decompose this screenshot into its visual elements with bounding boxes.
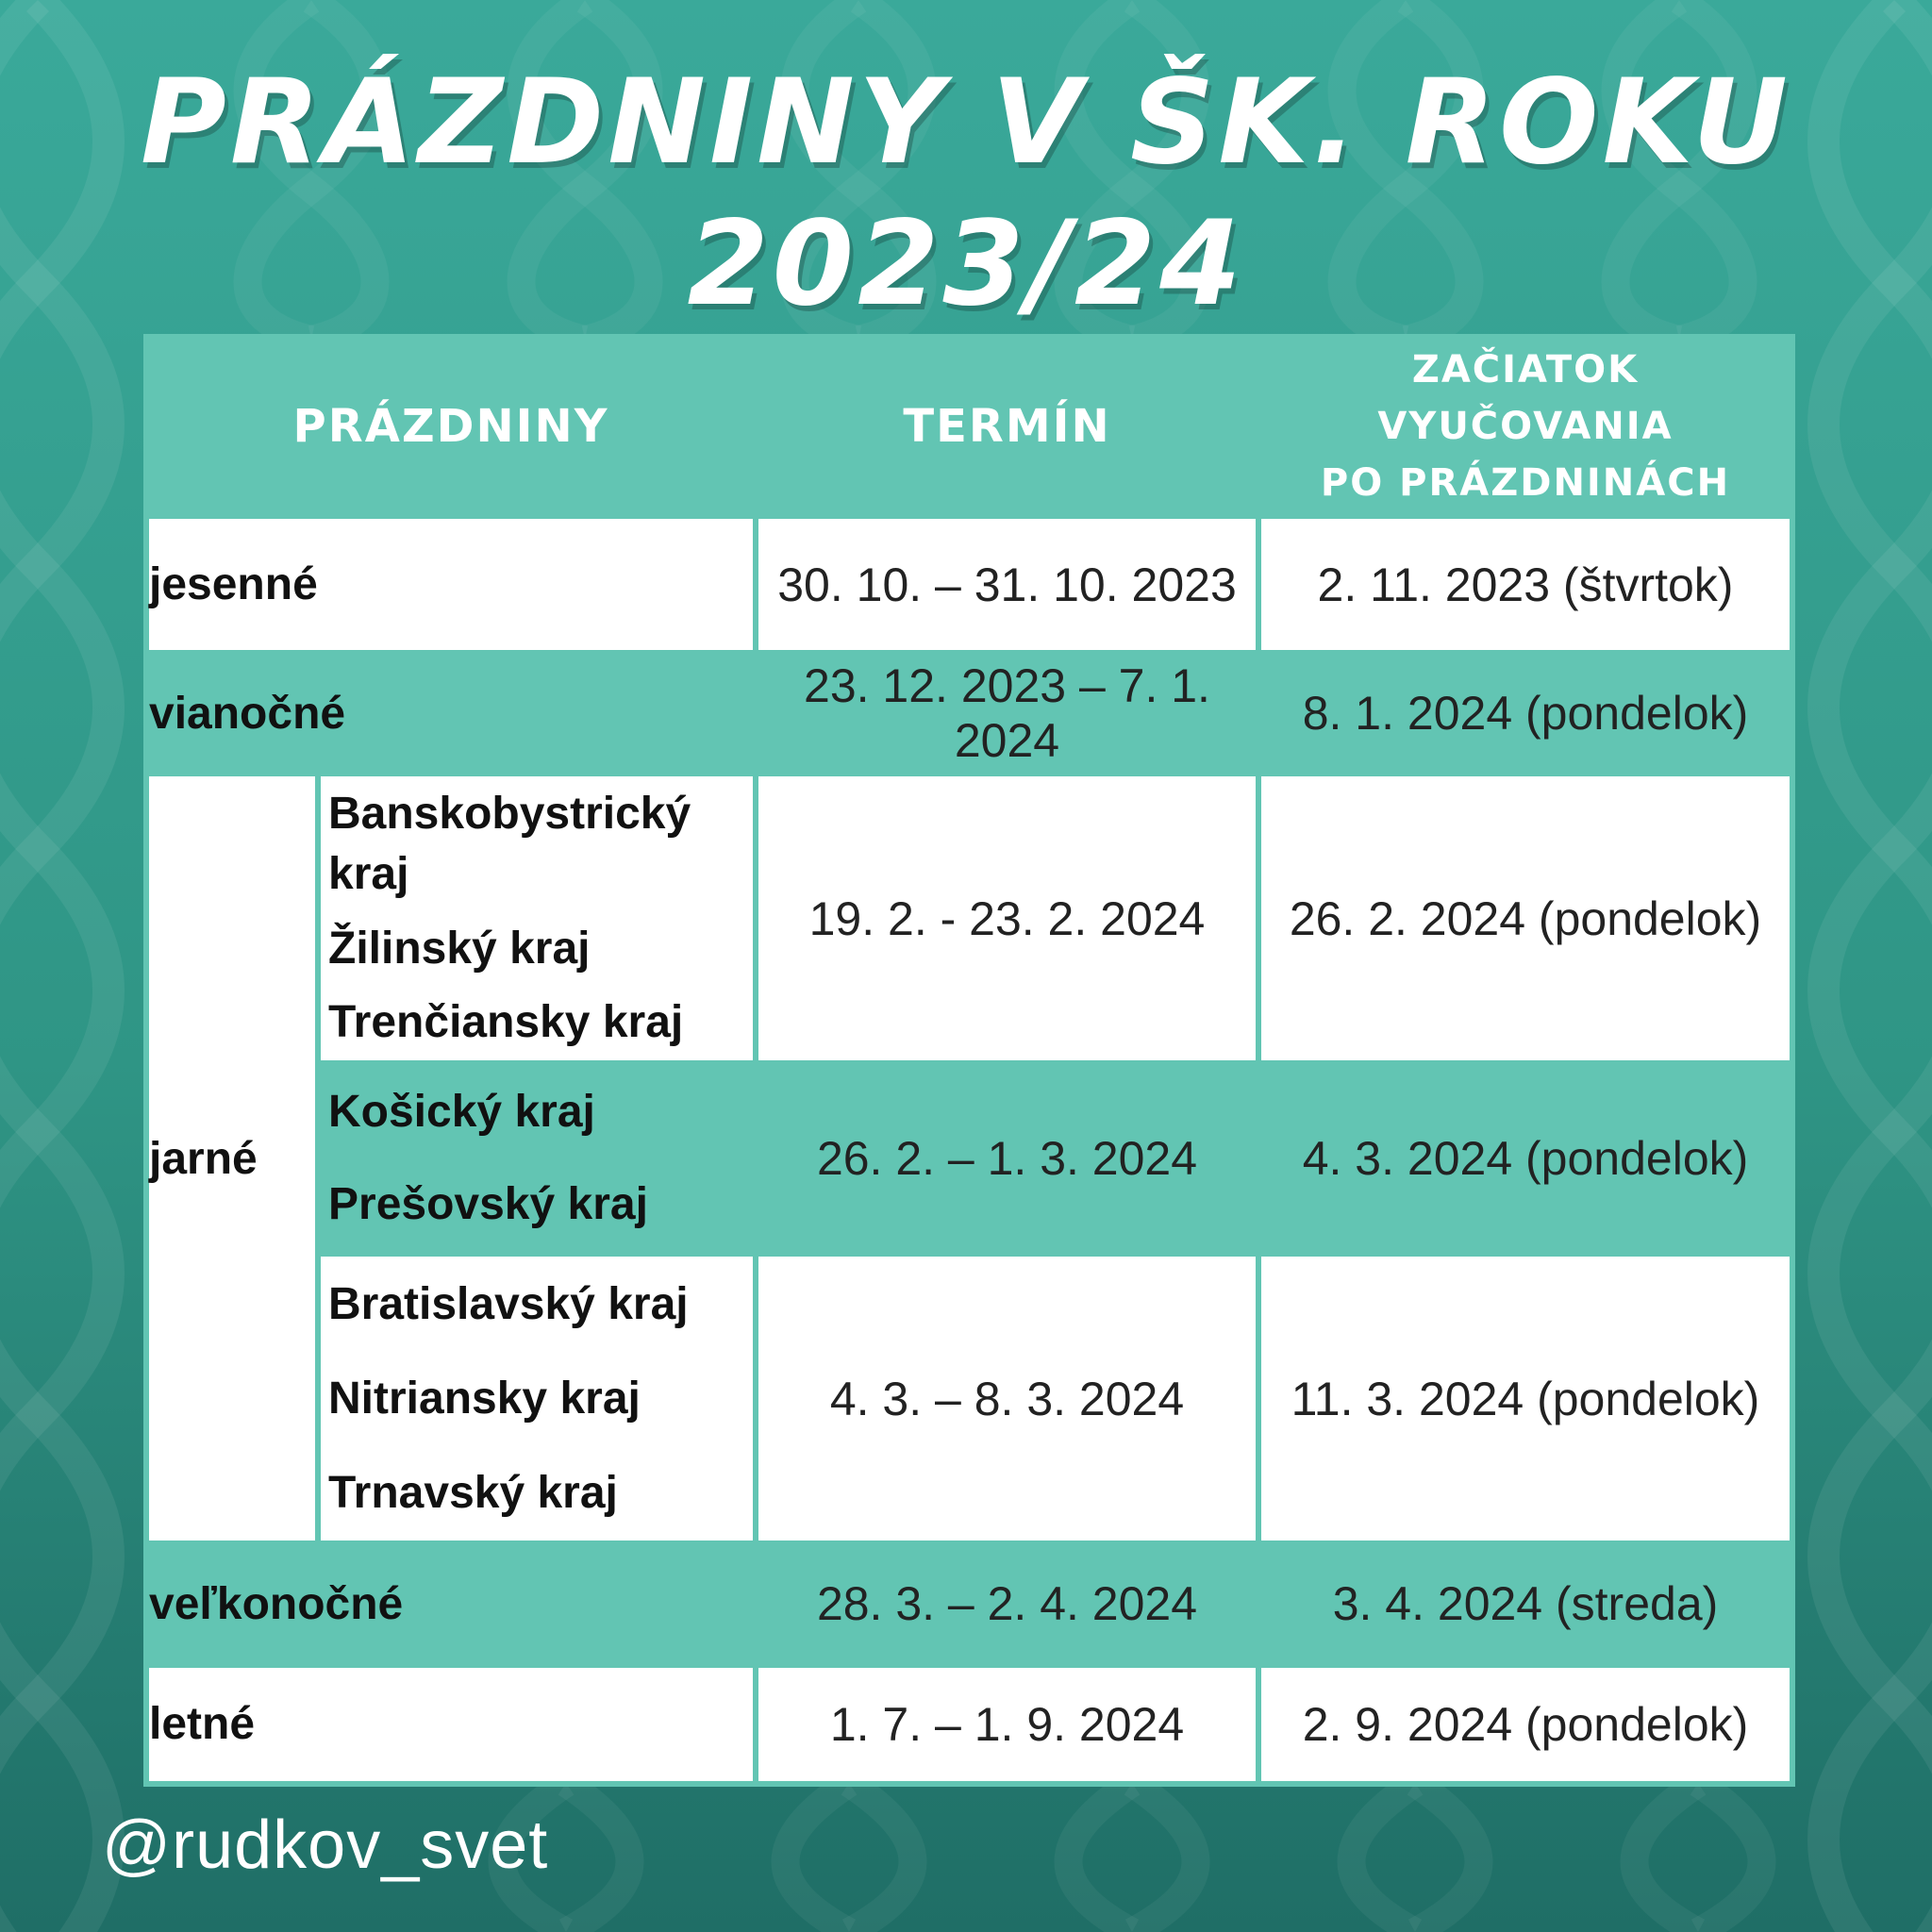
region-label: Trnavský kraj — [328, 1468, 618, 1519]
region-label: Košický kraj — [328, 1087, 595, 1138]
region-label: Trenčiansky kraj — [328, 997, 684, 1048]
table-row-summer — [149, 1668, 1790, 1781]
row-term: 28. 3. – 2. 4. 2024 — [758, 1546, 1256, 1661]
header-start-line-1: ZAČIATOK — [1411, 348, 1640, 392]
region-label: Banskobystrický kraj — [328, 788, 691, 899]
holiday-schedule-table — [143, 334, 1795, 1787]
region-label: Prešovský kraj — [328, 1179, 648, 1230]
table-row-christmas — [149, 656, 1790, 771]
table-row-spring-group-1 — [149, 776, 1790, 1060]
row-term: 26. 2. – 1. 3. 2024 — [758, 1066, 1256, 1252]
page-title — [0, 52, 1932, 335]
row-term: 4. 3. – 8. 3. 2024 — [758, 1257, 1256, 1541]
region-label: Bratislavský kraj — [328, 1278, 689, 1329]
header-start — [1261, 340, 1790, 513]
row-name-spring: jarné — [149, 776, 315, 1541]
row-start: 11. 3. 2024 (pondelok) — [1261, 1257, 1790, 1541]
row-start: 2. 11. 2023 (štvrtok) — [1261, 519, 1790, 649]
header-term: TERMÍN — [758, 340, 1256, 513]
header-start-line-3: PO PRÁZDNINÁCH — [1320, 461, 1731, 506]
row-start: 26. 2. 2024 (pondelok) — [1261, 776, 1790, 1060]
row-name: jesenné — [149, 519, 753, 649]
row-name: veľkonočné — [149, 1546, 753, 1661]
author-handle: @rudkov_svet — [102, 1807, 549, 1883]
row-term: 19. 2. - 23. 2. 2024 — [758, 776, 1256, 1060]
table-row-spring-group-3 — [149, 1257, 1790, 1541]
row-term: 1. 7. – 1. 9. 2024 — [758, 1668, 1256, 1781]
row-start: 3. 4. 2024 (streda) — [1261, 1546, 1790, 1661]
region-label: Nitriansky kraj — [328, 1373, 641, 1424]
row-term: 30. 10. – 31. 10. 2023 — [758, 519, 1256, 649]
header-start-line-2: VYUČOVANIA — [1377, 405, 1674, 449]
row-name: letné — [149, 1668, 753, 1781]
row-start: 8. 1. 2024 (pondelok) — [1261, 656, 1790, 771]
table-header-row — [149, 340, 1790, 513]
table-row-spring-group-2 — [149, 1066, 1790, 1252]
row-name: vianočné — [149, 656, 753, 771]
row-term: 23. 12. 2023 – 7. 1. 2024 — [758, 656, 1256, 771]
row-start: 2. 9. 2024 (pondelok) — [1261, 1668, 1790, 1781]
header-holiday: PRÁZDNINY — [149, 340, 753, 513]
region-label: Žilinský kraj — [328, 923, 591, 974]
table-row-autumn — [149, 519, 1790, 649]
title-line-1: PRÁZDNINY V ŠK. ROKU — [141, 55, 1791, 191]
region-cell — [321, 1066, 753, 1252]
region-cell — [321, 776, 753, 1060]
region-cell — [321, 1257, 753, 1541]
row-start: 4. 3. 2024 (pondelok) — [1261, 1066, 1790, 1252]
table-row-easter — [149, 1546, 1790, 1661]
title-line-2: 2023/24 — [687, 196, 1245, 332]
